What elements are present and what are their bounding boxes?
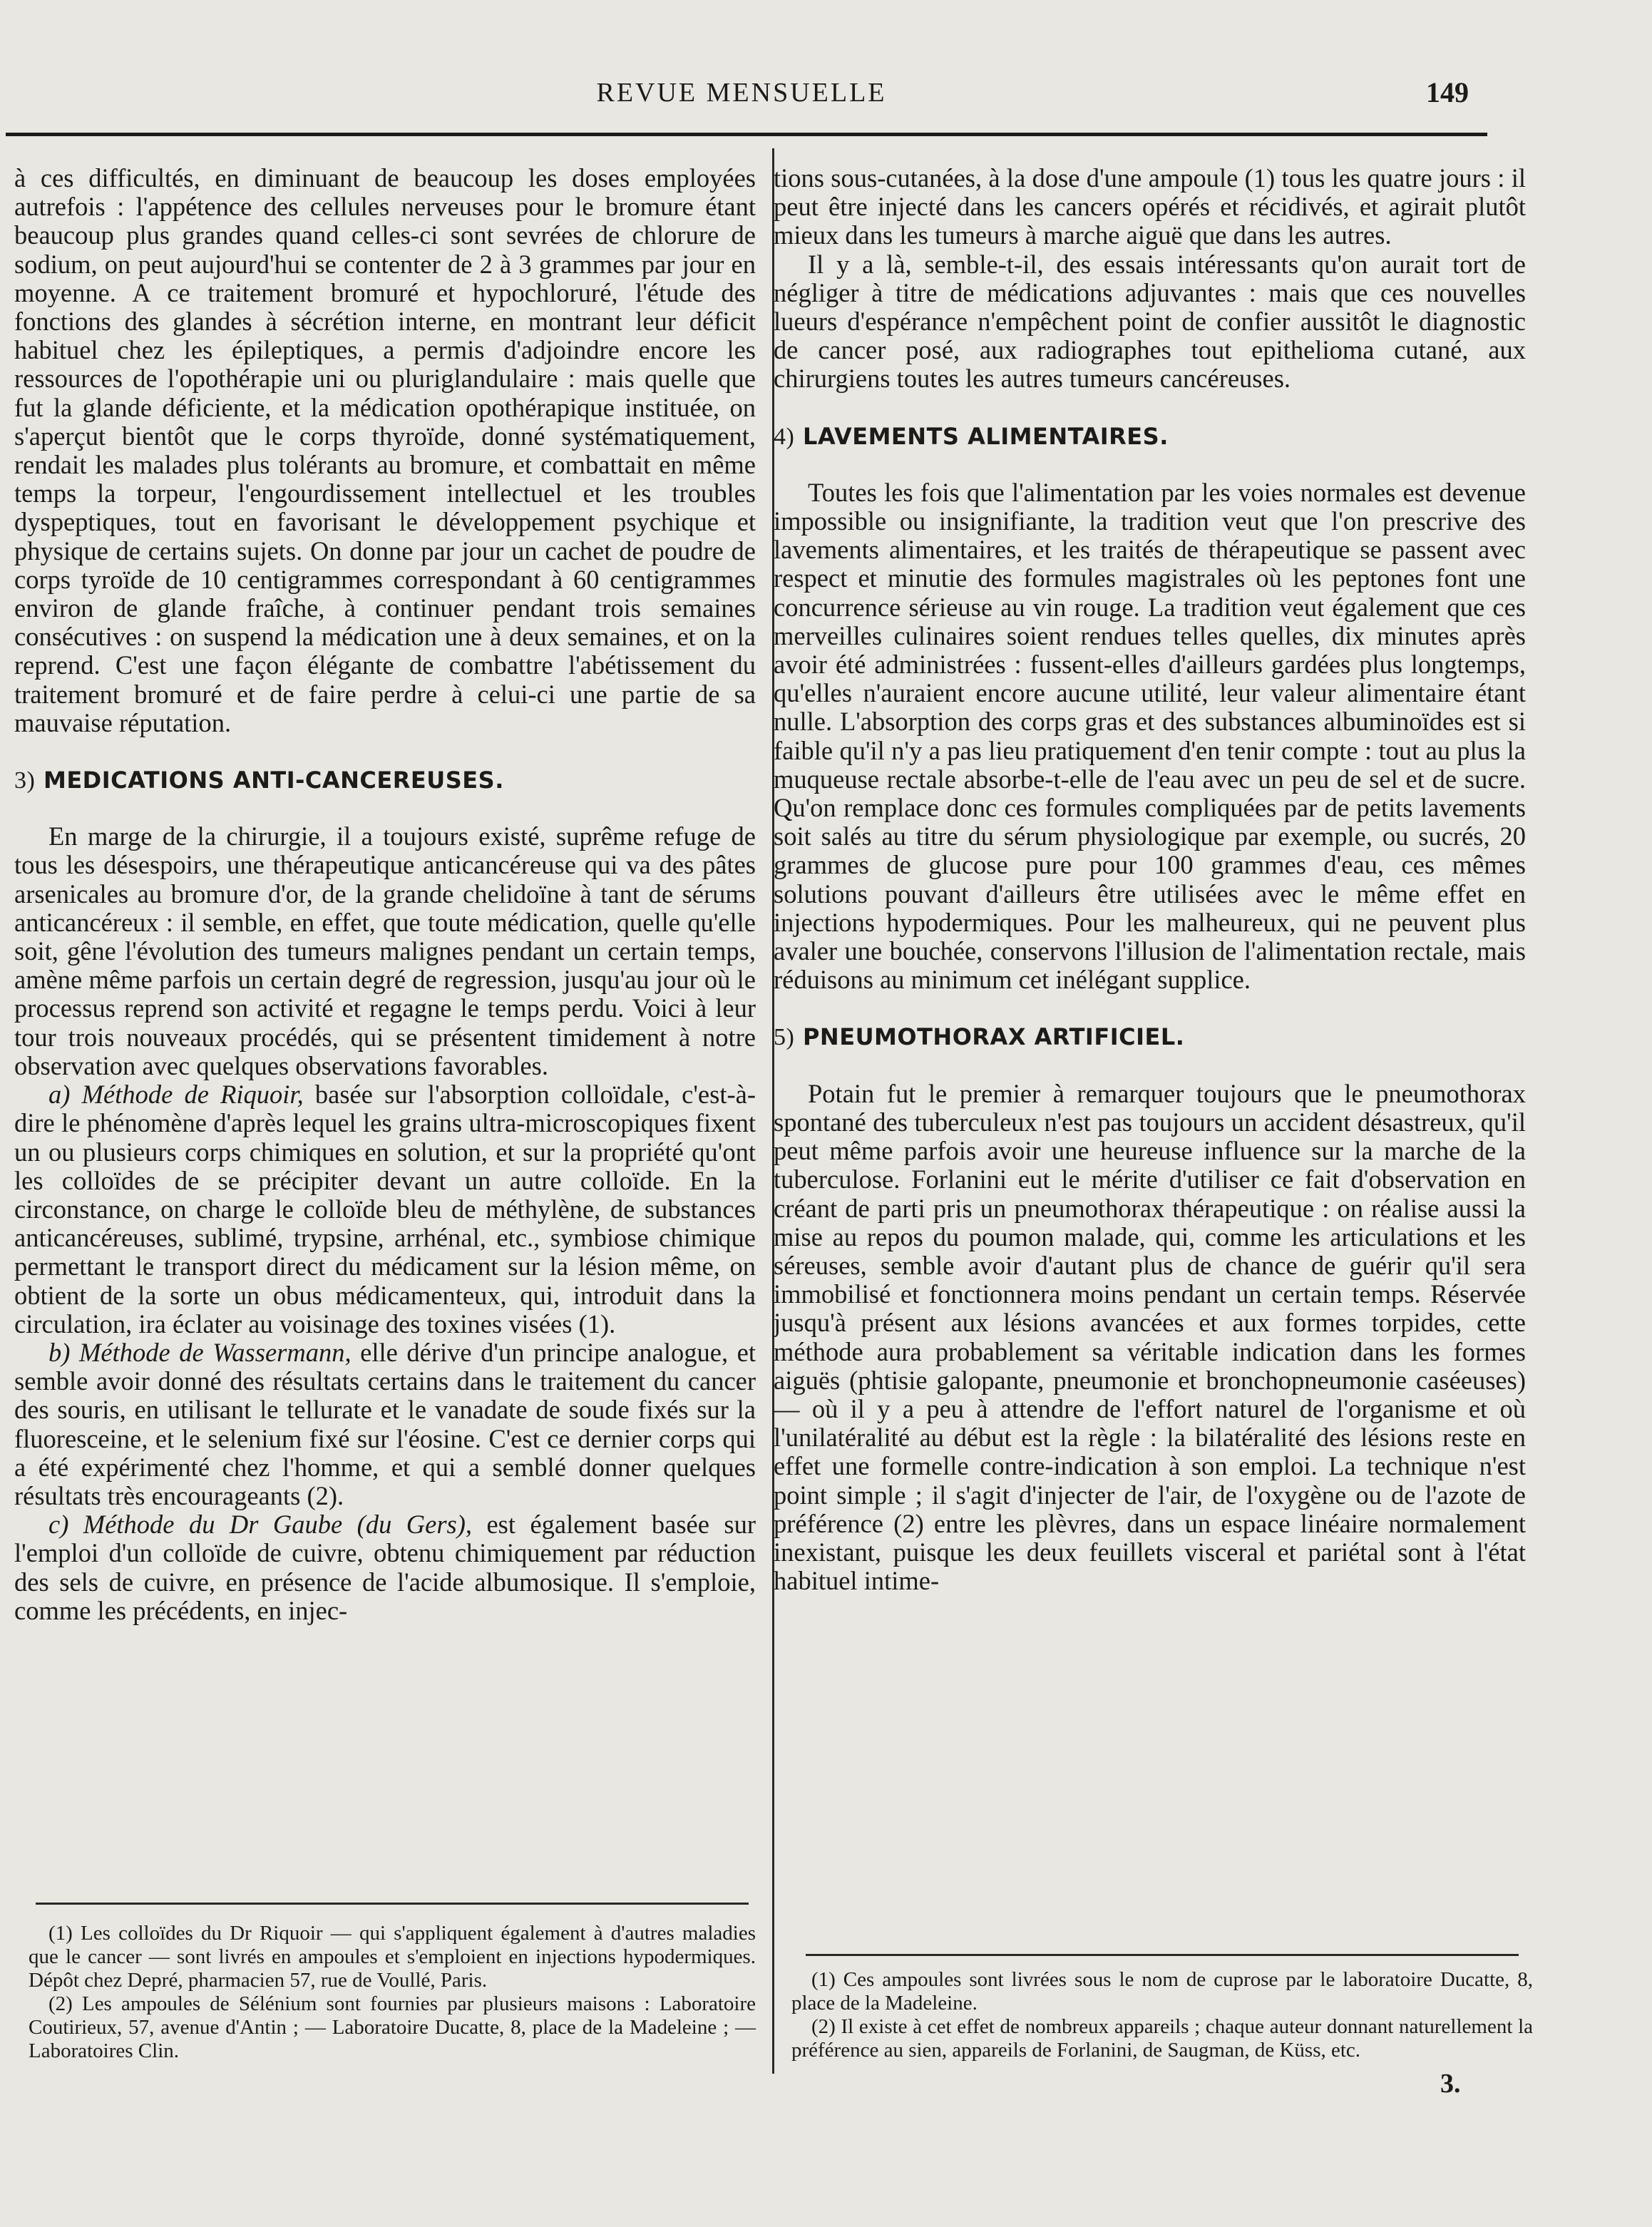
footnote: (1) Ces ampoules sont livrées sous le nom de cuprose par le laboratoire Ducatte, 8, place de la Madeleine.	[791, 1968, 1533, 2014]
section-heading-4	[774, 422, 1526, 451]
footnote: (1) Les colloïdes du Dr Riquoir — qui s'appliquent également à d'autres maladies que le cancer — sont livrés en ampoules et s'emploient en injections hypodermiques. Dépôt chez Depré, pharmacien 57, rue de Voullé, Paris.	[29, 1922, 756, 1992]
page-number: 149	[1426, 76, 1469, 108]
paragraph-pneumothorax: Potain fut le premier à remarquer toujours que le pneumothorax spontané des tuberculeux n'est pas toujours un accident désastreux, qu'il peut même parfois avoir une heureuse influence sur la marche de la tuberculose. Forlanini eut le mérite d'utiliser ce fait d'observation en créant de parti pris un pneumothorax thérapeutique : on réalise aussi la mise au repos du poumon malade, qui, comme les articulations et les séreuses, semble avoir d'autant plus de chance de guérir qu'il sera immobilisé et fonctionnera moins pendant un certain temps. Réservée jusqu'à présent aux lésions avancées et aux formes torpides, cette méthode aura probablement sa véritable indication dans les formes aiguës (phtisie galopante, pneumonie et bronchopneumonie caséeuses) — où il y a peu à attendre de l'effort naturel de l'organisme et où l'unilatéralité au début est la règle : la bilatéralité des lésions reste en effet une formelle contre-indication à son emploi. La technique n'est point simple ; il s'agit d'injecter de l'air, de l'oxygène ou de l'azote de préférence (2) entre les plèvres, dans un espace linéaire normalement inexistant, puisque les deux feuillets visceral et pariétal sont à l'état habituel intime-	[774, 1078, 1526, 1596]
footnotes-left	[29, 1922, 756, 2063]
footnote: (2) Les ampoules de Sélénium sont fournies par plusieurs maisons : Laboratoire Coutirieux, 57, avenue d'Antin ; — Laboratoire Ducatte, 8, place de la Madeleine ; — Laboratoires Clin.	[29, 1992, 756, 2062]
footnote-rule-right	[806, 1954, 1519, 1956]
footnotes-right	[791, 1968, 1533, 2062]
left-column	[14, 164, 756, 1625]
section-heading-3	[14, 766, 756, 795]
signature-mark: 3.	[1440, 2069, 1461, 2099]
paragraph-epilepsy-treatment: à ces difficultés, en diminuant de beaucoup les doses employées autrefois : l'appétence des cellules nerveuses pour le bromure étant beaucoup plus grandes quand celles-ci sont sevrées de chlorure de sodium, on peut aujourd'hui se contenter de 2 à 3 grammes par jour en moyenne. A ce traitement bromuré et hypochloruré, l'étude des fonctions des glandes à sécrétion interne, en montrant leur déficit habituel chez les épileptiques, a permis d'adjoindre encore les ressources de l'opothérapie uni ou pluriglandulaire : mais quelle que fut la glande déficiente, et la médication opothérapique instituée, on s'aperçut bientôt que le corps thyroïde, donné systématiquement, rendait les malades plus tolérants au bromure, et combattait en même temps la torpeur, l'engourdissement intellectuel et les troubles dyspeptiques, tout en favorisant le développement psychique et physique de certains sujets. On donne par jour un cachet de poudre de corps tyroïde de 10 centigrammes correspondant à 60 centigrammes environ de glande fraîche, à continuer pendant trois semaines consécutives : on suspend la médication une à deux semaines, et on la reprend. C'est une façon élégante de combattre l'abétissement du traitement bromuré et de faire perdre à celui-ci une partie de sa mauvaise réputation.	[14, 163, 756, 737]
section-number: 4)	[774, 423, 795, 450]
method-label: b) Méthode de Wassermann,	[48, 1337, 352, 1367]
section-heading-5	[774, 1023, 1526, 1052]
paragraph-lavements: Toutes les fois que l'alimentation par les voies normales est devenue impossible ou insignifiante, la tradition veut que l'on prescrive des lavements alimentaires, et les traités de thérapeutique se passent avec respect et minutie des formules magistrales où les peptones font une concurrence sérieuse au vin rouge. La tradition veut également que ces merveilles culinaires soient rendues telles quelles, dix minutes après avoir été administrées : fussent-elles d'ailleurs gardées plus longtemps, qu'elles n'auraient encore aucune utilité, leur valeur alimentaire étant nulle. L'absorption des corps gras et des substances albuminoïdes est si faible qu'il n'y a pas lieu pratiquement d'en tenir compte : tout au plus la muqueuse rectale absorbe-t-elle de l'eau avec un peu de sel et de sucre. Qu'on remplace donc ces formules compliquées par de petits lavements soit salés au titre du sérum physiologique par exemple, ou sucrés, 20 grammes de glucose pure pour 100 grammes d'eau, ces mêmes solutions pouvant d'ailleurs être utilisées avec le même effet en injections hypodermiques. Pour les malheureux, qui ne peuvent plus avaler une bouchée, conservons l'illusion de l'alimentation rectale, mais réduisons au minimum cet inélégant supplice.	[774, 477, 1526, 995]
paragraph-method-gaube	[14, 1510, 756, 1625]
section-title: PNEUMOTHORAX ARTIFICIEL.	[802, 1023, 1185, 1051]
method-text: basée sur l'absorption colloïdale, c'est-à-dire le phénomène d'après lequel les grains ultra-microscopiques fixent un ou plusieurs corps chimiques en solution, et sur la propriété qu'ont les colloïdes de se précipiter devant un autre colloïde. En la circonstance, on charge le colloïde bleu de méthylène, de substances anticancéreuses, sublimé, trypsine, arrhénal, etc., symbiose chimique permettant le transport direct du médicament sur la lésion même, on obtient de la sorte un obus médicamenteux, qui, introduit dans la circulation, ira éclater au voisinage des toxines visées (1).	[14, 1080, 756, 1338]
footnote-rule-left	[36, 1903, 749, 1905]
section-title: LAVEMENTS ALIMENTAIRES.	[802, 422, 1169, 450]
section-title: MEDICATIONS ANTI-CANCEREUSES.	[43, 767, 504, 794]
method-text: est également basée sur l'emploi d'un colloïde de cuivre, obtenu chimiquement par réduction des sels de cuivre, en présence de l'acide albumosique. Il s'emploie, comme les précédents, en injec-	[14, 1510, 756, 1625]
paragraph-anticancer-intro: En marge de la chirurgie, il a toujours existé, suprême refuge de tous les désespoirs, une thérapeutique anticancéreuse qui va des pâtes arsenicales au bromure d'or, de la grande chelidoïne à tant de sérums anticancéreux : il semble, en effet, que toute médication, quelle qu'elle soit, gêne l'évolution des tumeurs malignes pendant un certain temps, amène même parfois un certain degré de regression, jusqu'au jour où le processus reprend son activité et regagne le temps perdu. Voici à leur tour trois nouveaux procédés, qui se présentent timidement à notre observation avec quelques observations favorables.	[14, 821, 756, 1080]
header-rule	[6, 133, 1487, 136]
method-text: elle dérive d'un principe analogue, et semble avoir donné des résultats certains dans le traitement du cancer des souris, en utilisant le tellurate et le vanadate de soude fixés sur la fluoresceine, et le selenium fixé sur l'éosine. C'est ce dernier corps qui a été expérimenté chez l'homme, et qui a semblé donner quelques résultats très encourageants (2).	[14, 1337, 756, 1510]
right-column	[774, 164, 1526, 1595]
paragraph-method-riquoir	[14, 1080, 756, 1338]
running-title: REVUE MENSUELLE	[596, 78, 887, 108]
paragraph-injection-continued: tions sous-cutanées, à la dose d'une ampoule (1) tous les quatre jours : il peut être injecté dans les cancers opérés et récidivés, et agirait plutôt mieux dans les tumeurs à marche aiguë que dans les autres.	[774, 163, 1526, 250]
paragraph-adjuvant: Il y a là, semble-t-il, des essais intéressants qu'on aurait tort de négliger à titre de médications adjuvantes : mais que ces nouvelles lueurs d'espérance n'empêchent point de confier aussitôt le diagnostic de cancer posé, aux radiographes tout epithelioma cutané, aux chirurgiens toutes les autres tumeurs cancéreuses.	[774, 249, 1526, 394]
method-label: c) Méthode du Dr Gaube (du Gers),	[48, 1510, 473, 1540]
method-label: a) Méthode de Riquoir,	[48, 1080, 304, 1110]
footnote: (2) Il existe à cet effet de nombreux appareils ; chaque auteur donnant naturellement la préférence au sien, appareils de Forlanini, de Saugman, de Küss, etc.	[791, 2015, 1533, 2062]
paragraph-method-wassermann	[14, 1338, 756, 1510]
section-number: 3)	[14, 767, 36, 794]
section-number: 5)	[774, 1024, 795, 1051]
